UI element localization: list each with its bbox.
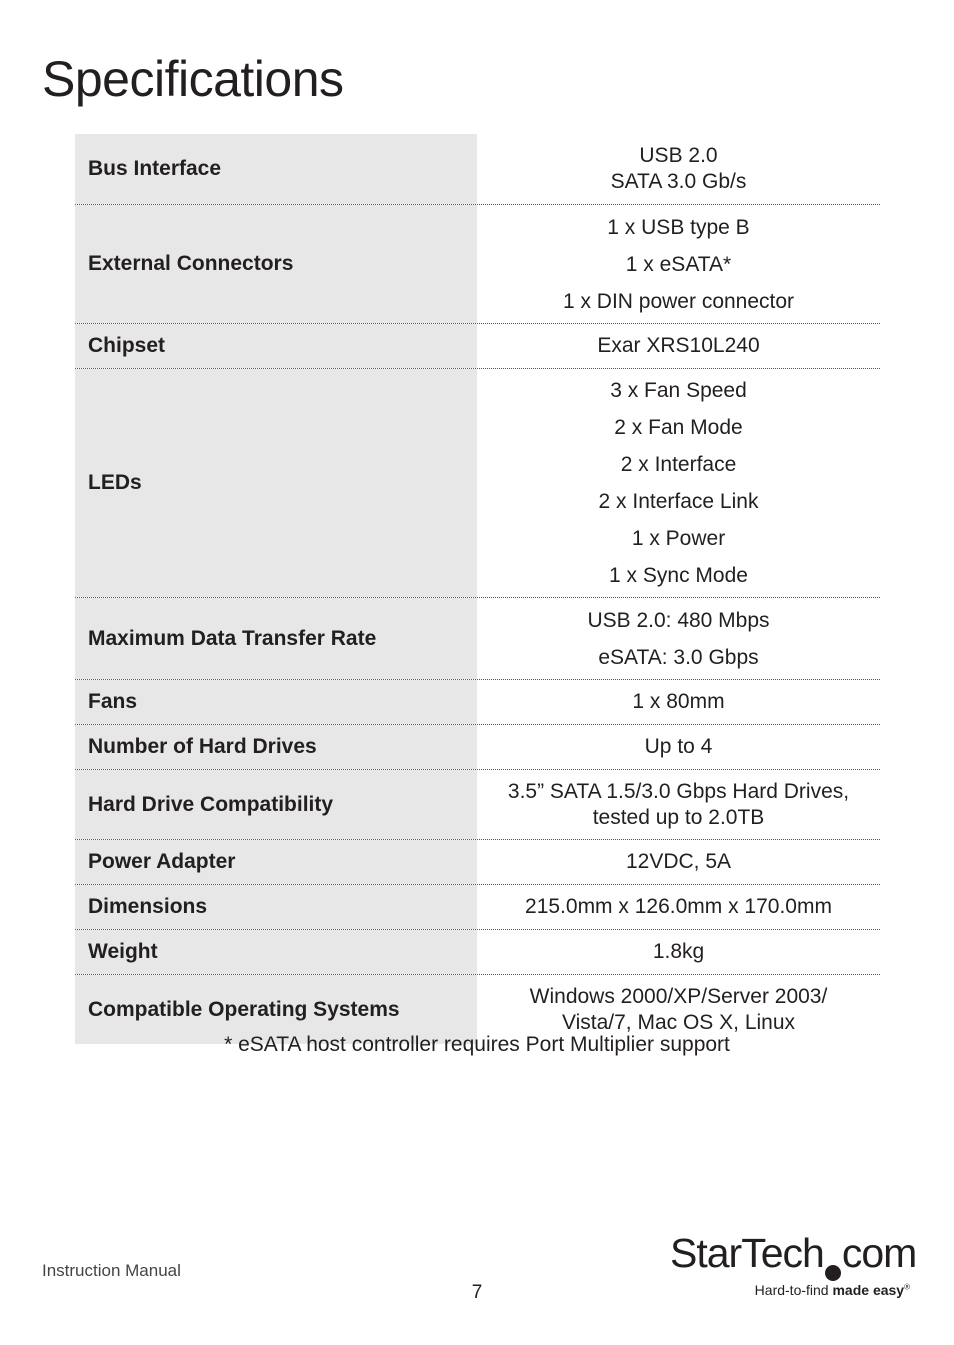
spec-label: Compatible Operating Systems [75,975,477,1044]
spec-value: 215.0mm x 126.0mm x 170.0mm [525,895,832,918]
spec-row [75,770,880,840]
brand-logo [670,1230,917,1310]
spec-value: 3.5” SATA 1.5/3.0 Gbps Hard Drives, [507,779,850,803]
tagline-light: Hard-to-find [754,1282,833,1298]
spec-values [477,324,880,368]
spec-values [477,770,880,839]
page-number: 7 [471,1282,483,1303]
spec-values [477,205,880,323]
spec-value: 12VDC, 5A [625,850,732,873]
spec-value: 1 x DIN power connector [562,289,795,313]
spec-value: SATA 3.0 Gb/s [610,170,747,193]
spec-label: Maximum Data Transfer Rate [75,598,477,679]
spec-value: tested up to 2.0TB [592,805,765,829]
spec-value: Exar XRS10L240 [597,334,760,357]
spec-label: LEDs [75,369,477,597]
spec-label: Dimensions [75,885,477,929]
spec-row [75,680,880,725]
footnote: * eSATA host controller requires Port Multiplier support [224,1033,730,1056]
specifications-table [75,134,880,1044]
spec-row [75,930,880,975]
spec-values [477,369,880,597]
spec-values [477,885,880,929]
spec-value: 3 x Fan Speed [610,379,747,402]
spec-values [477,598,880,679]
spec-value: Vista/7, Mac OS X, Linux [561,1010,796,1034]
spec-label: External Connectors [75,205,477,323]
spec-row [75,134,880,205]
footer-document-title: Instruction Manual [42,1261,181,1280]
spec-row [75,725,880,770]
spec-label: Fans [75,680,477,724]
spec-value: 1.8kg [652,940,705,963]
logo-dot-icon [825,1265,841,1281]
spec-values [477,840,880,884]
spec-label: Power Adapter [75,840,477,884]
logo-main-text: StarTech [670,1230,824,1276]
tagline-registered-mark: ® [904,1282,910,1292]
spec-row [75,205,880,324]
spec-value: eSATA: 3.0 Gbps [598,645,759,669]
logo-wordmark [670,1230,917,1281]
spec-value: 1 x Power [631,527,726,550]
spec-value: 1 x USB type B [607,215,750,239]
spec-value: 2 x Fan Mode [614,416,743,439]
spec-values [477,930,880,974]
spec-value: 2 x Interface Link [598,490,759,513]
spec-value: Up to 4 [644,735,713,758]
spec-value: 1 x 80mm [632,690,725,713]
spec-label: Chipset [75,324,477,368]
logo-suffix-text: com [841,1230,917,1276]
spec-value: USB 2.0 [639,144,718,167]
page-title: Specifications [42,51,344,107]
spec-value: 1 x eSATA* [625,252,732,276]
tagline-bold: made easy [832,1282,905,1298]
spec-value: USB 2.0: 480 Mbps [587,608,770,632]
spec-row [75,369,880,598]
spec-label: Number of Hard Drives [75,725,477,769]
spec-row [75,885,880,930]
spec-values [477,680,880,724]
spec-row [75,324,880,369]
spec-row [75,840,880,885]
spec-label: Weight [75,930,477,974]
spec-values [477,134,880,204]
spec-value: Windows 2000/XP/Server 2003/ [529,984,828,1008]
spec-row [75,598,880,680]
spec-label: Bus Interface [75,134,477,204]
spec-values [477,725,880,769]
logo-tagline [755,1282,910,1298]
spec-label: Hard Drive Compatibility [75,770,477,839]
spec-value: 1 x Sync Mode [609,564,748,587]
spec-value: 2 x Interface [620,453,737,476]
